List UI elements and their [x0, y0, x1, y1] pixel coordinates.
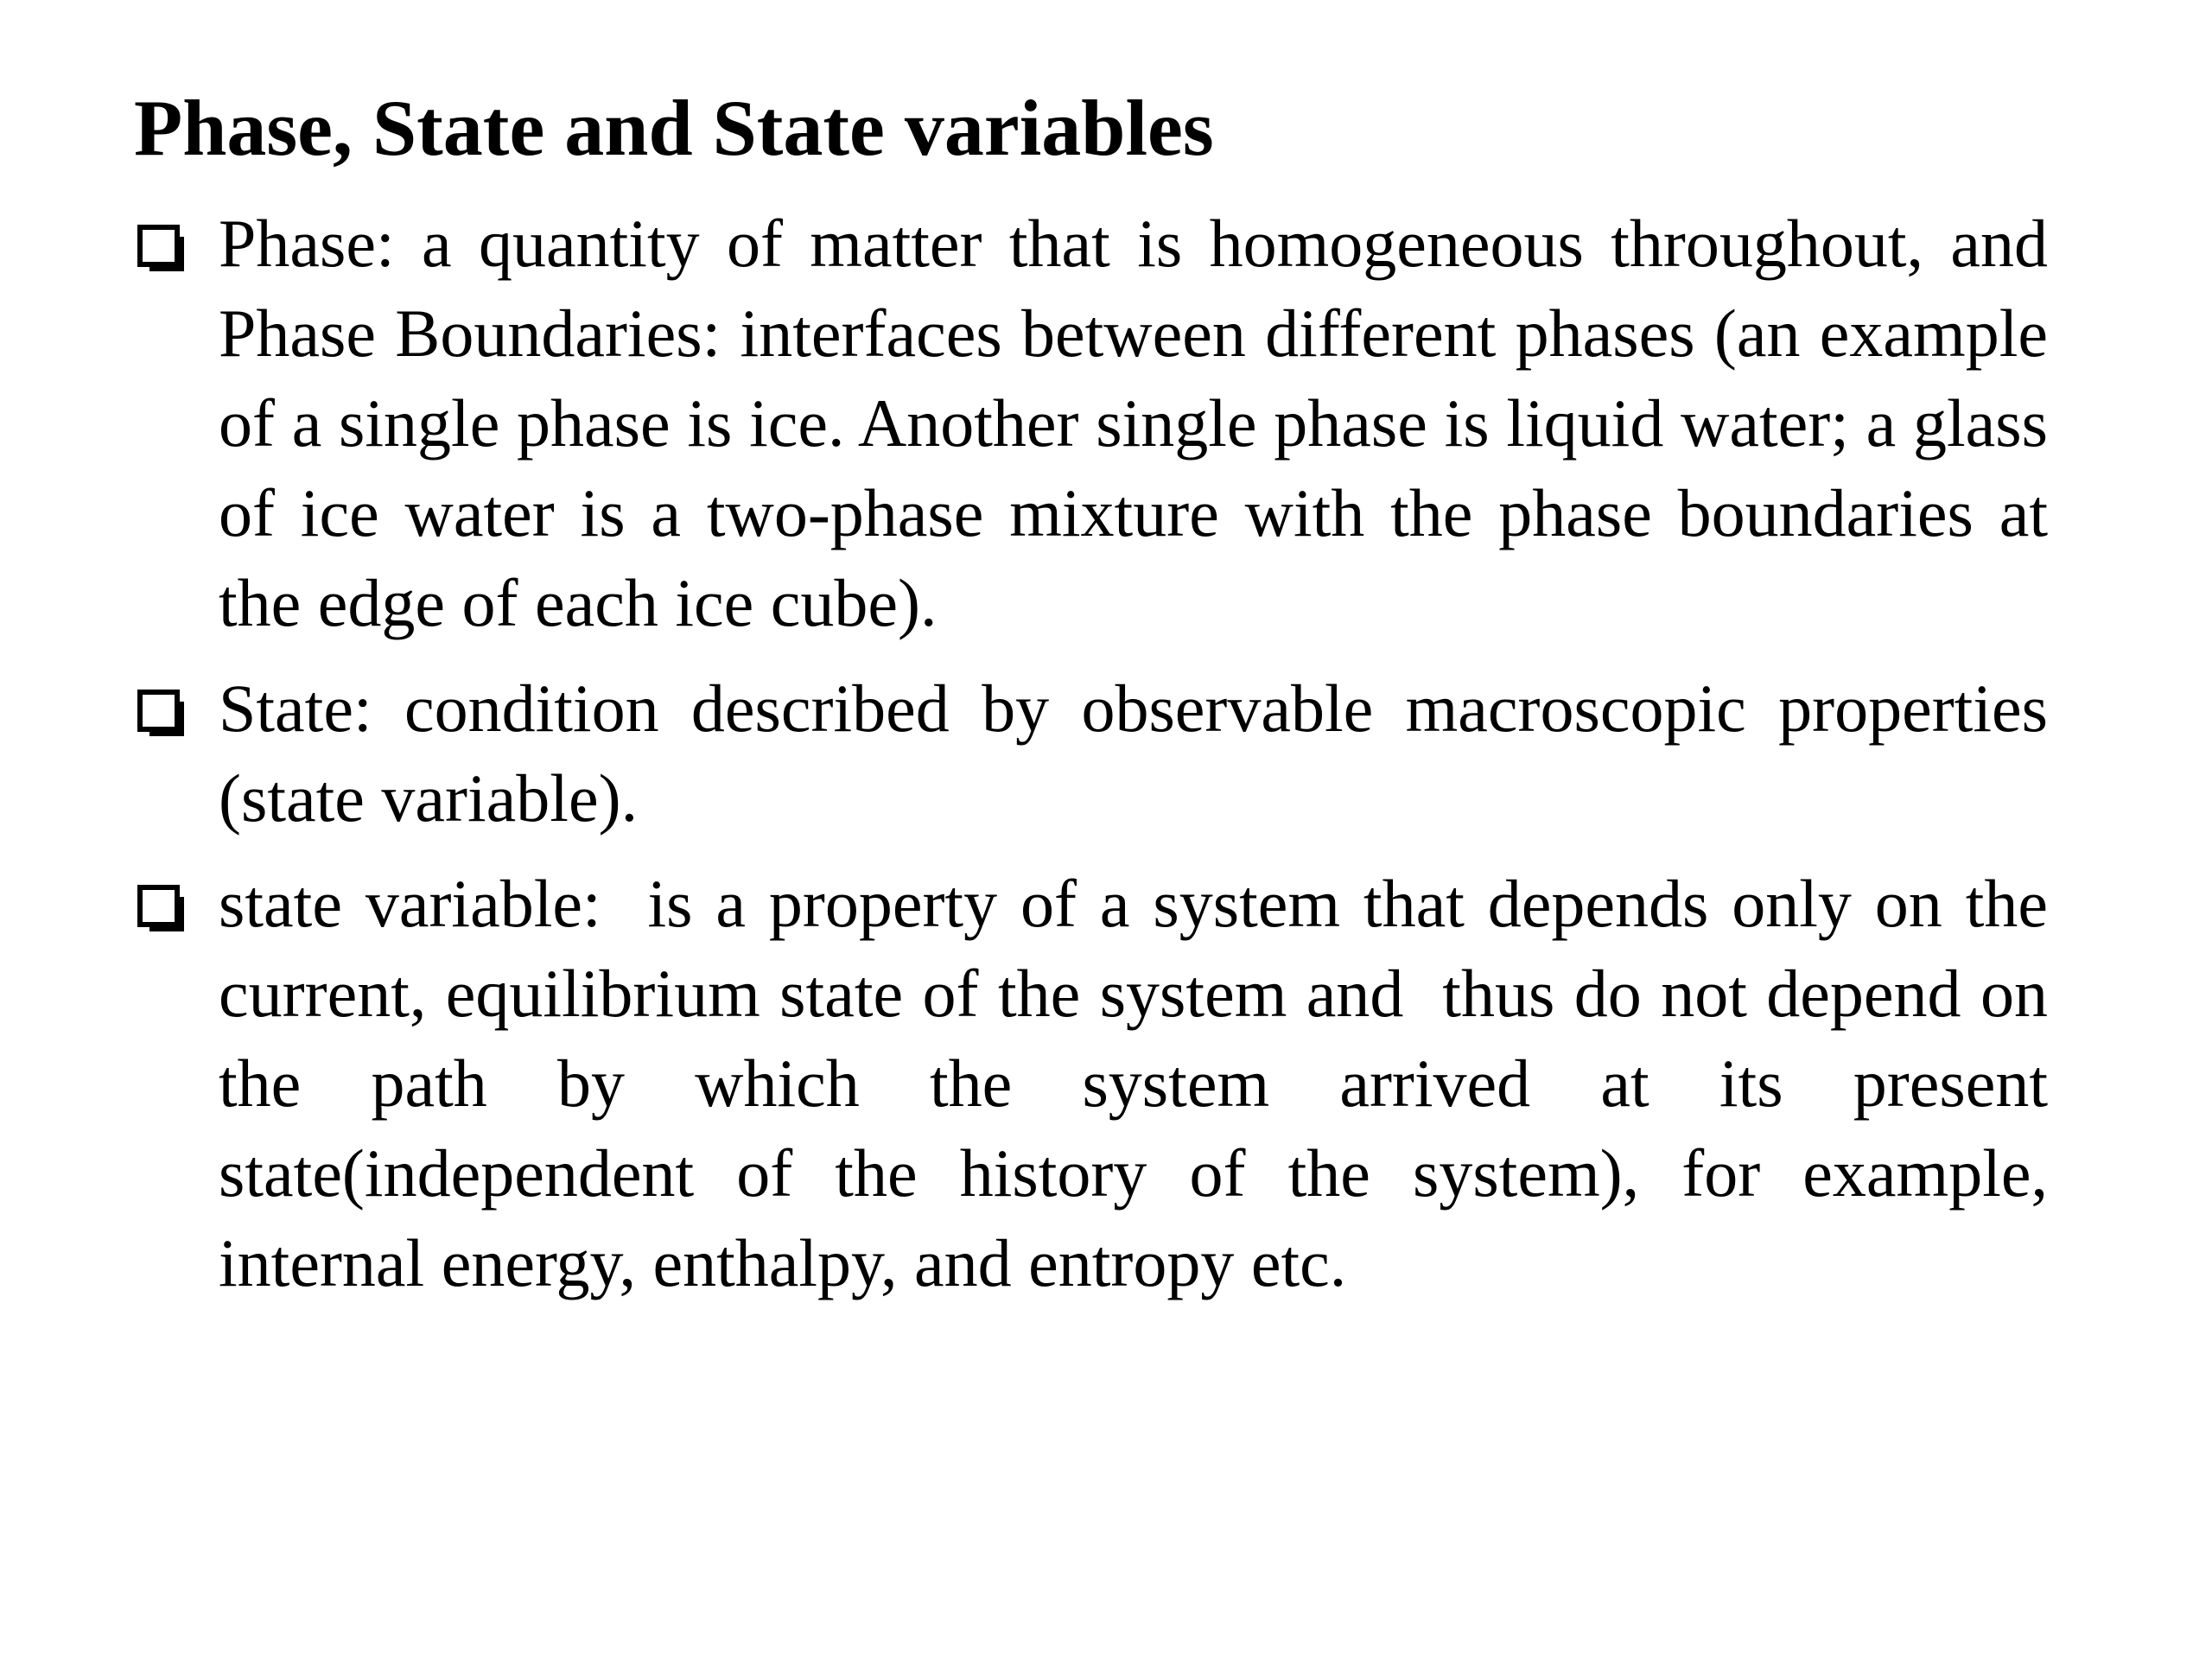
- slide-title: Phase, State and State variables: [134, 84, 1214, 172]
- checkbox-bullet-icon: [137, 885, 186, 933]
- checkbox-bullet-icon: [137, 225, 186, 273]
- bullet-text-state: State: condition described by observable macroscopic properties (state variable).: [219, 671, 2065, 836]
- checkbox-bullet-icon: [137, 690, 186, 738]
- bullet-item-state-variable: [134, 859, 2065, 1308]
- bullet-list: [134, 199, 2065, 1308]
- bullet-item-state: [134, 664, 2065, 843]
- bullet-item-phase: [134, 199, 2065, 648]
- bullet-text-phase: Phase: a quantity of matter that is homogeneous throughout, and Phase Boundaries: interfaces between different phases (an example of a single phase is ice. Another single phase is liquid water; a glass of ice water is a two-phase mixture with the phase boundaries at the edge of each ice cube).: [219, 206, 2065, 640]
- bullet-text-state-variable: state variable: is a property of a system that depends only on the current, equilibrium state of the system and thus do not depend on the path by which the system arrived at its present state(independent of the history of the system), for example, internal energy, enthalpy, and entropy etc.: [219, 866, 2065, 1300]
